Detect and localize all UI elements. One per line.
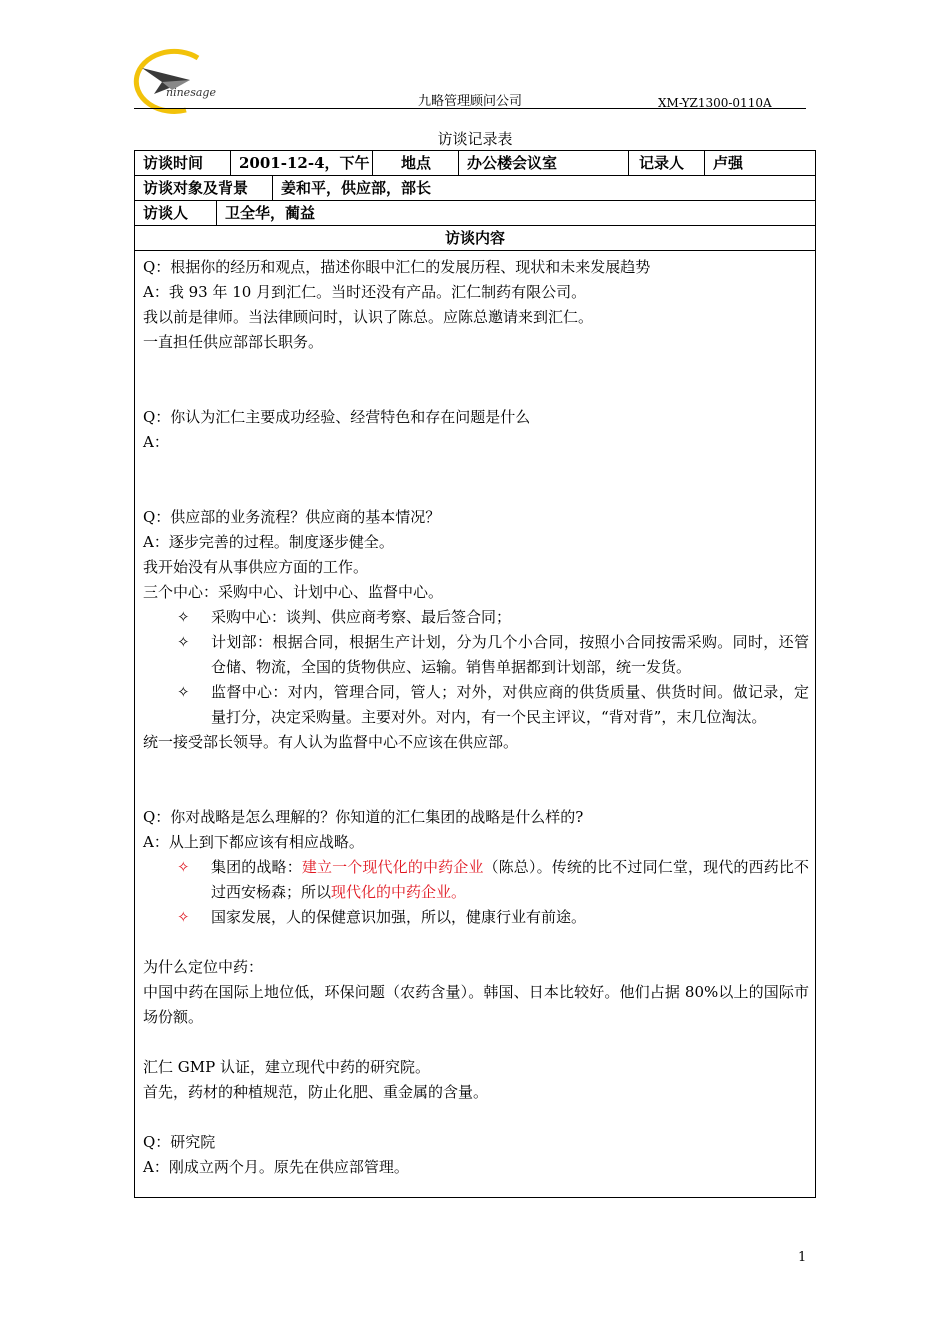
paragraph-6-line-2: 首先，药材的种植规范，防止化肥、重金属的含量。 (143, 1083, 489, 1101)
question-4: Q：你对战略是怎么理解的？你知道的汇仁集团的战略是什么样的? (143, 808, 584, 826)
bullet-icon: ✧ (177, 858, 190, 876)
question-1: Q：根据你的经历和观点，描述你眼中汇仁的发展历程、现状和未来发展趋势 (143, 258, 651, 276)
list-item (143, 855, 809, 905)
header-rule (134, 108, 806, 109)
answer-1-line-3: 一直担任供应部部长职务。 (143, 333, 324, 351)
answer-3-line-4: 统一接受部长领导。有人认为监督中心不应该在供应部。 (143, 733, 519, 751)
bullet-text: 计划部：根据合同，根据生产计划，分为几个小合同，按照小合同按需采购。同时，还管仓储、物流，全国的货物供应、运输。销售单据都到计划部，统一发货。 (211, 633, 809, 676)
bullet-text: 国家发展，人的保健意识加强，所以，健康行业有前途。 (211, 908, 587, 926)
answer-3-line-1: A：逐步完善的过程。制度逐步健全。 (143, 533, 394, 551)
bullet-text: （陈总）。传统的比不过同仁堂，现代的西药比不过西安杨森；所以 (211, 858, 809, 901)
recorder-value: 卢强 (713, 154, 744, 172)
form-row-time (135, 151, 815, 176)
paragraph-5-line-1: 为什么定位中药： (143, 958, 264, 976)
question-2: Q：你认为汇仁主要成功经验、经营特色和存在问题是什么 (143, 408, 531, 426)
form-row-interviewer (135, 201, 815, 226)
content-header: 访谈内容 (444, 229, 505, 247)
subject-label: 访谈对象及背景 (135, 176, 273, 200)
bullet-icon: ✧ (177, 608, 190, 626)
bullet-icon: ✧ (177, 908, 190, 926)
form-title: 访谈记录表 (437, 130, 513, 148)
answer-3-line-3: 三个中心：采购中心、计划中心、监督中心。 (143, 583, 444, 601)
page-number: 1 (798, 1250, 807, 1265)
bullet-icon: ✧ (177, 633, 190, 651)
question-7: Q：研究院 (143, 1133, 216, 1151)
time-value: 2001-12-4，下午 (231, 151, 373, 175)
highlight-text: 现代化的中药企业。 (331, 883, 467, 901)
answer-2: A： (143, 433, 169, 451)
list-item (143, 630, 809, 680)
place-label: 地点 (373, 151, 459, 175)
paragraph-6-line-1: 汇仁 GMP 认证，建立现代中药的研究院。 (143, 1058, 430, 1076)
list-item (143, 680, 809, 730)
interview-content (143, 255, 809, 1180)
company-name: 九略管理顾问公司 (418, 94, 523, 109)
highlight-text: 建立一个现代化的中药企业 (301, 858, 484, 876)
form-row-content-header (135, 226, 815, 251)
interview-form (134, 150, 816, 1198)
recorder-label: 记录人 (629, 151, 705, 175)
interviewer-value: 卫全华，蔺益 (225, 204, 316, 222)
interviewer-label: 访谈人 (135, 201, 217, 225)
question-3: Q：供应部的业务流程？供应商的基本情况？ (143, 508, 441, 526)
answer-7: A：刚成立两个月。原先在供应部管理。 (143, 1158, 409, 1176)
bullet-text: 采购中心：谈判、供应商考察、最后签合同； (211, 608, 512, 626)
list-item (143, 905, 809, 930)
answer-1-line-2: 我以前是律师。当法律顾问时，认识了陈总。应陈总邀请来到汇仁。 (143, 308, 594, 326)
answer-3-line-2: 我开始没有从事供应方面的工作。 (143, 558, 369, 576)
answer-1-line-1: A：我 93 年 10 月到汇仁。当时还没有产品。汇仁制药有限公司。 (143, 283, 587, 301)
place-value: 办公楼会议室 (459, 151, 629, 175)
bullet-text: 监督中心：对内，管理合同，管人；对外，对供应商的供货质量、供货时间。做记录，定量打分，决定采购量。主要对外。对内，有一个民主评议，“背对背”，末几位淘汰。 (211, 683, 809, 726)
subject-value: 姜和平，供应部，部长 (281, 179, 432, 197)
paragraph-5-line-2: 中国中药在国际上地位低，环保问题（农药含量）。韩国、日本比较好。他们占据 80%以上的国际市场份额。 (143, 983, 809, 1026)
bullet-icon: ✧ (177, 683, 190, 701)
time-label: 访谈时间 (135, 151, 231, 175)
answer-4-line-1: A：从上到下都应该有相应战略。 (143, 833, 364, 851)
logo-text: ninesage (166, 86, 216, 99)
list-item (143, 605, 809, 630)
company-logo (128, 44, 238, 114)
form-row-subject (135, 176, 815, 201)
document-number: XM-YZ1300-0110A (658, 96, 772, 107)
bullet-text: 集团的战略： (211, 858, 302, 876)
